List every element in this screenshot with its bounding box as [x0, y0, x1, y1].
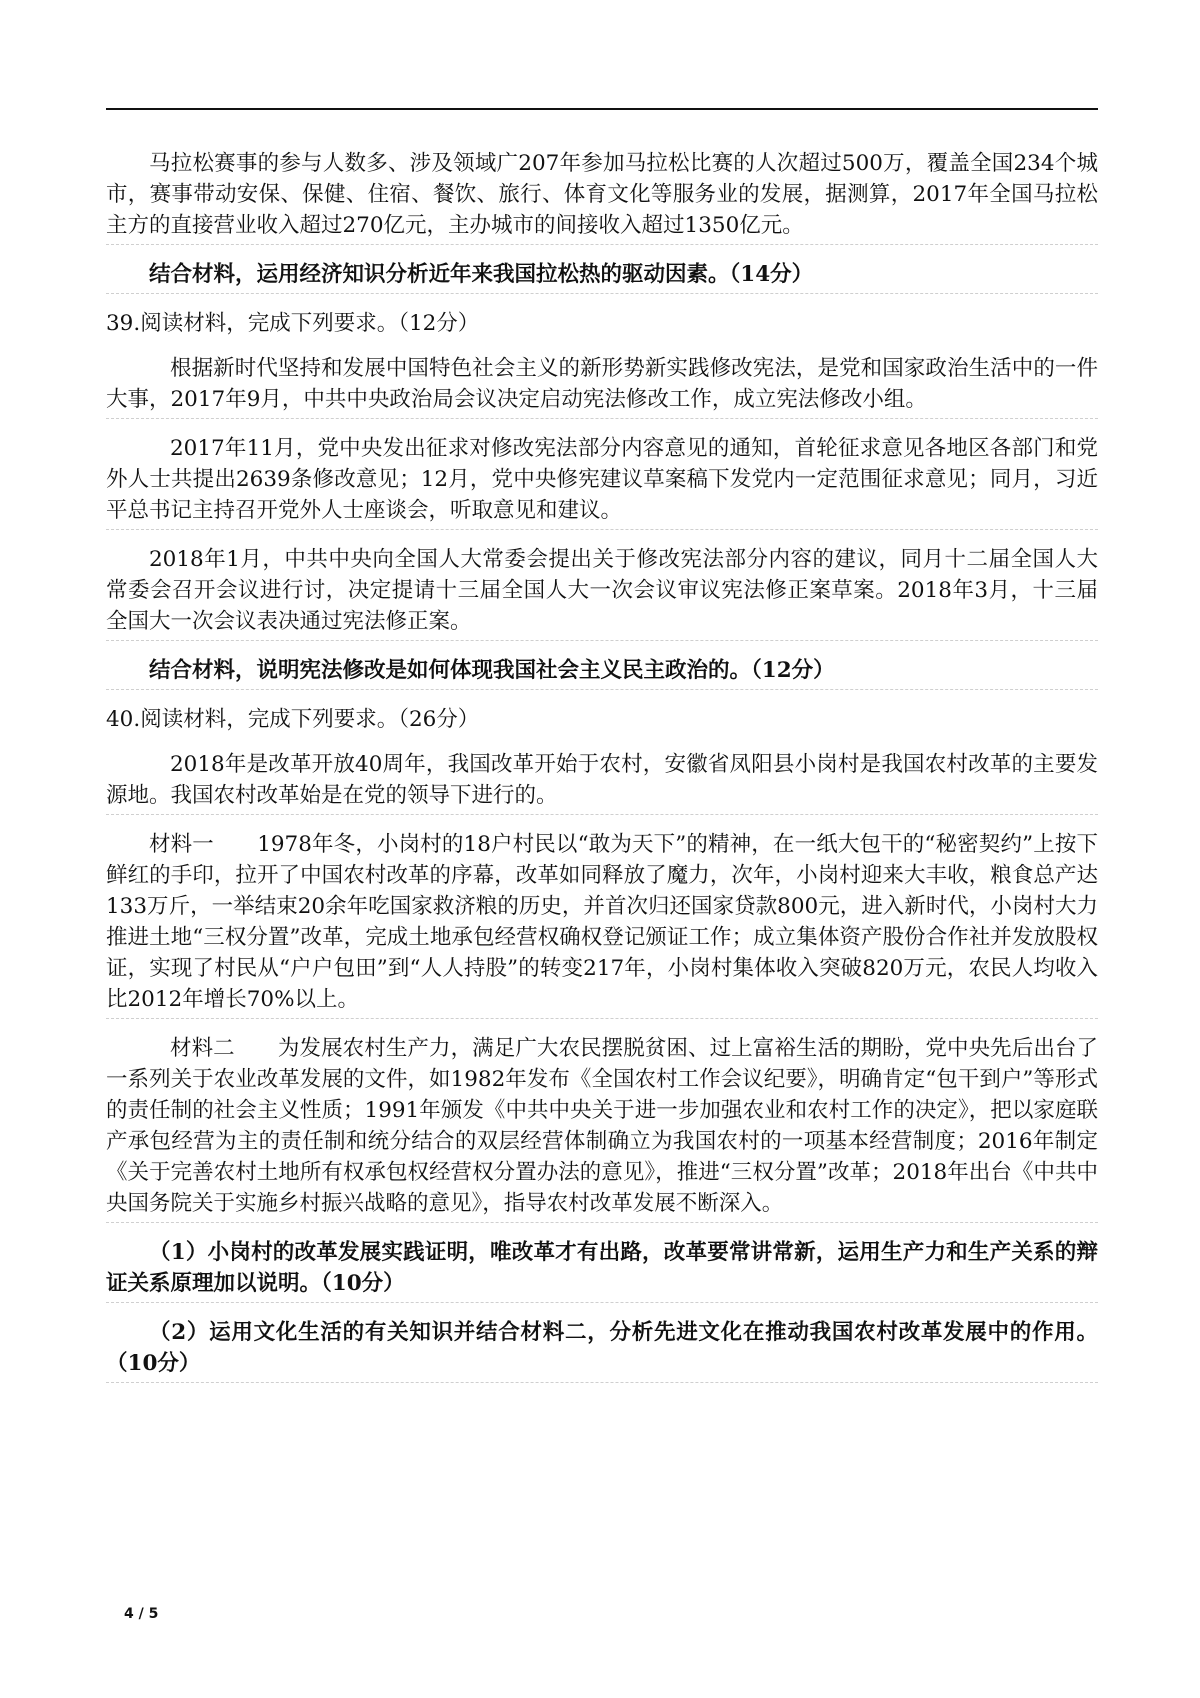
page-content	[106, 148, 1098, 1397]
material-paragraph-reform-intro: 2018年是改革开放40周年，我国改革开始于农村，安徽省凤阳县小岗村是我国农村改革的主要发源地。我国农村改革始是在党的领导下进行的。	[106, 749, 1098, 815]
page-number: 4 / 5	[124, 1606, 159, 1622]
question-38-prompt: 结合材料，运用经济知识分析近年来我国拉松热的驱动因素。（14分）	[106, 259, 1098, 294]
material-paragraph-constitution-3: 2018年1月，中共中央向全国人大常委会提出关于修改宪法部分内容的建议，同月十二届全国人大常委会召开会议进行讨，决定提请十三届全国人大一次会议审议宪法修正案草案。2018年3月，十三届全国大一次会议表决通过宪法修正案。	[106, 544, 1098, 641]
question-39-heading: 39.阅读材料，完成下列要求。（12分）	[106, 311, 480, 336]
question-39-prompt: 结合材料，说明宪法修改是如何体现我国社会主义民主政治的。（12分）	[106, 655, 1098, 690]
material-one-paragraph: 材料一 1978年冬，小岗村的18户村民以“敢为天下”的精神，在一纸大包干的“秘密契约”上按下鲜红的手印，拉开了中国农村改革的序幕，改革如同释放了魔力，次年，小岗村迎来大丰收，粮食总产达133万斤，一举结束20余年吃国家救济粮的历史，并首次归还国家贷款800元，进入新时代，小岗村大力推进土地“三权分置”改革，完成土地承包经营权确权登记颁证工作；成立集体资产股份合作社并发放股权证，实现了村民从“户户包田”到“人人持股”的转变217年，小岗村集体收入突破820万元，农民人均收入比2012年增长70%以上。	[106, 829, 1098, 1019]
material-paragraph-marathon: 马拉松赛事的参与人数多、涉及领域广207年参加马拉松比赛的人次超过500万，覆盖全国234个城市，赛事带动安保、保健、住宿、餐饮、旅行、体育文化等服务业的发展，据测算，2017年全国马拉松主方的直接营业收入超过270亿元，主办城市的间接收入超过1350亿元。	[106, 148, 1098, 245]
material-paragraph-constitution-1: 根据新时代坚持和发展中国特色社会主义的新形势新实践修改宪法，是党和国家政治生活中的一件大事，2017年9月，中共中央政治局会议决定启动宪法修改工作，成立宪法修改小组。	[106, 353, 1098, 419]
material-two-paragraph: 材料二 为发展农村生产力，满足广大农民摆脱贫困、过上富裕生活的期盼，党中央先后出台了一系列关于农业改革发展的文件，如1982年发布《全国农村工作会议纪要》，明确肯定“包干到户”等形式的责任制的社会主义性质；1991年颁发《中共中央关于进一步加强农业和农村工作的决定》，把以家庭联产承包经营为主的责任制和统分结合的双层经营体制确立为我国农村的一项基本经营制度；2016年制定《关于完善农村土地所有权承包权经营权分置办法的意见》，推进“三权分置”改革；2018年出台《中共中央国务院关于实施乡村振兴战略的意见》，指导农村改革发展不断深入。	[106, 1033, 1098, 1223]
material-paragraph-constitution-2: 2017年11月，党中央发出征求对修改宪法部分内容意见的通知，首轮征求意见各地区各部门和党外人士共提出2639条修改意见；12月，党中央修宪建议草案稿下发党内一定范围征求意见；同月，习近平总书记主持召开党外人士座谈会，听取意见和建议。	[106, 433, 1098, 530]
question-40-part-2: （2）运用文化生活的有关知识并结合材料二，分析先进文化在推动我国农村改革发展中的作用。（10分）	[106, 1317, 1098, 1383]
header-rule	[106, 108, 1098, 110]
question-40-heading: 40.阅读材料，完成下列要求。（26分）	[106, 707, 480, 732]
question-40-part-1: （1）小岗村的改革发展实践证明，唯改革才有出路，改革要常讲常新，运用生产力和生产关系的辩证关系原理加以说明。（10分）	[106, 1237, 1098, 1303]
